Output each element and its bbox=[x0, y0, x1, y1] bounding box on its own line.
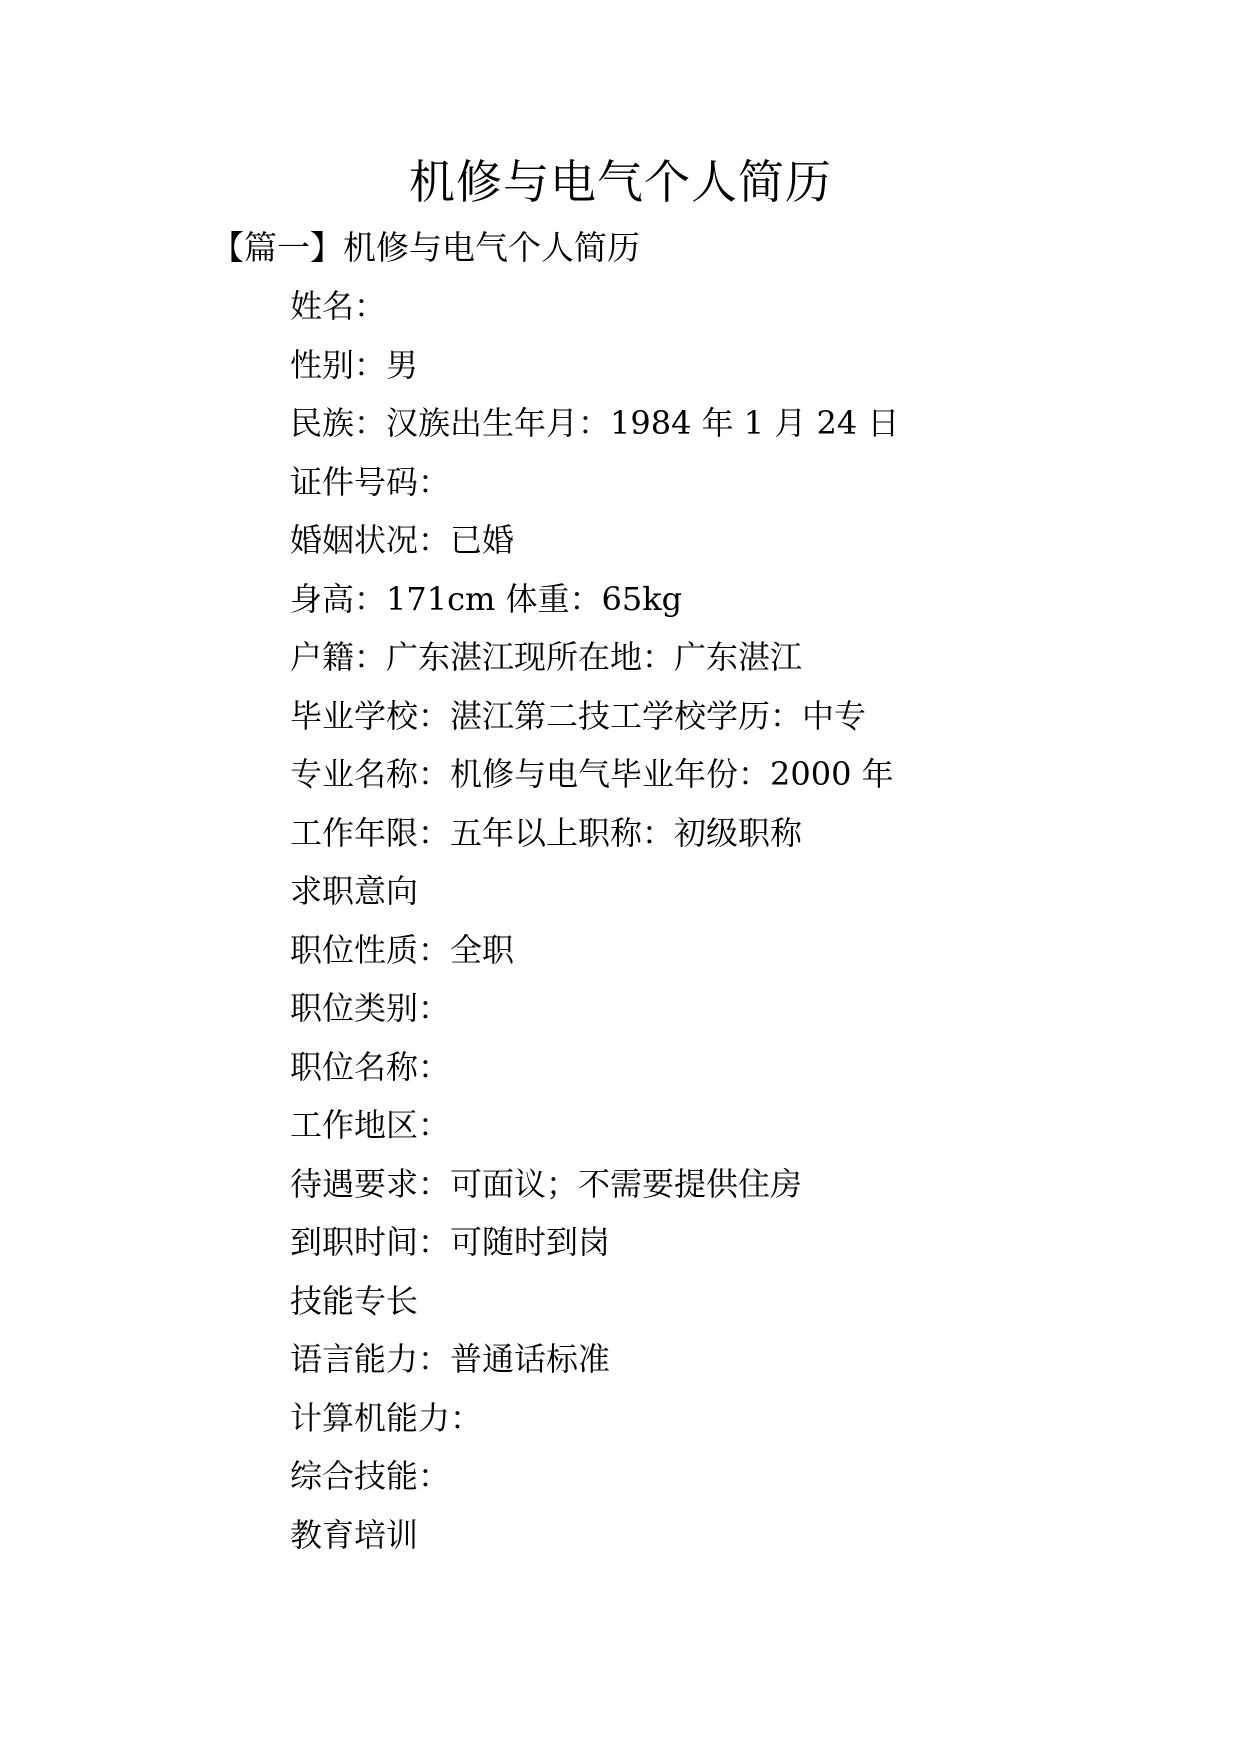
section-heading: 【篇一】机修与电气个人简历 bbox=[211, 228, 640, 267]
field-job-type: 职位性质：全职 bbox=[290, 930, 515, 969]
field-major-graduation-year: 专业名称：机修与电气毕业年份：2000 年 bbox=[290, 755, 894, 793]
field-job-category: 职位类别： bbox=[290, 989, 451, 1027]
field-name: 姓名： bbox=[290, 287, 387, 325]
field-experience-title: 工作年限：五年以上职称：初级职称 bbox=[290, 813, 803, 852]
field-id-number: 证件号码： bbox=[290, 462, 451, 501]
field-salary-requirement: 待遇要求：可面议；不需要提供住房 bbox=[290, 1164, 803, 1203]
field-height-weight: 身高：171cm 体重：65kg bbox=[290, 579, 683, 618]
field-school-education: 毕业学校：湛江第二技工学校学历：中专 bbox=[290, 696, 867, 735]
resume-field-list bbox=[290, 284, 899, 1571]
field-start-time: 到职时间：可随时到岗 bbox=[290, 1223, 611, 1261]
field-computer-ability: 计算机能力： bbox=[290, 1398, 483, 1437]
field-ethnicity-birthdate: 民族：汉族出生年月：1984 年 1 月 24 日 bbox=[290, 404, 900, 442]
field-work-area: 工作地区： bbox=[290, 1106, 451, 1144]
subheading-skills: 技能专长 bbox=[290, 1281, 419, 1320]
subheading-job-intention: 求职意向 bbox=[290, 872, 419, 910]
field-general-skills: 综合技能： bbox=[290, 1457, 451, 1495]
document-title: 机修与电气个人简历 bbox=[409, 155, 832, 209]
field-household-location: 户籍：广东湛江现所在地：广东湛江 bbox=[290, 638, 803, 676]
field-language-ability: 语言能力：普通话标准 bbox=[290, 1340, 611, 1378]
field-gender: 性别：男 bbox=[290, 345, 419, 384]
subheading-education-training: 教育培训 bbox=[290, 1515, 419, 1554]
field-marital-status: 婚姻状况：已婚 bbox=[290, 521, 515, 559]
field-job-name: 职位名称： bbox=[290, 1047, 451, 1086]
